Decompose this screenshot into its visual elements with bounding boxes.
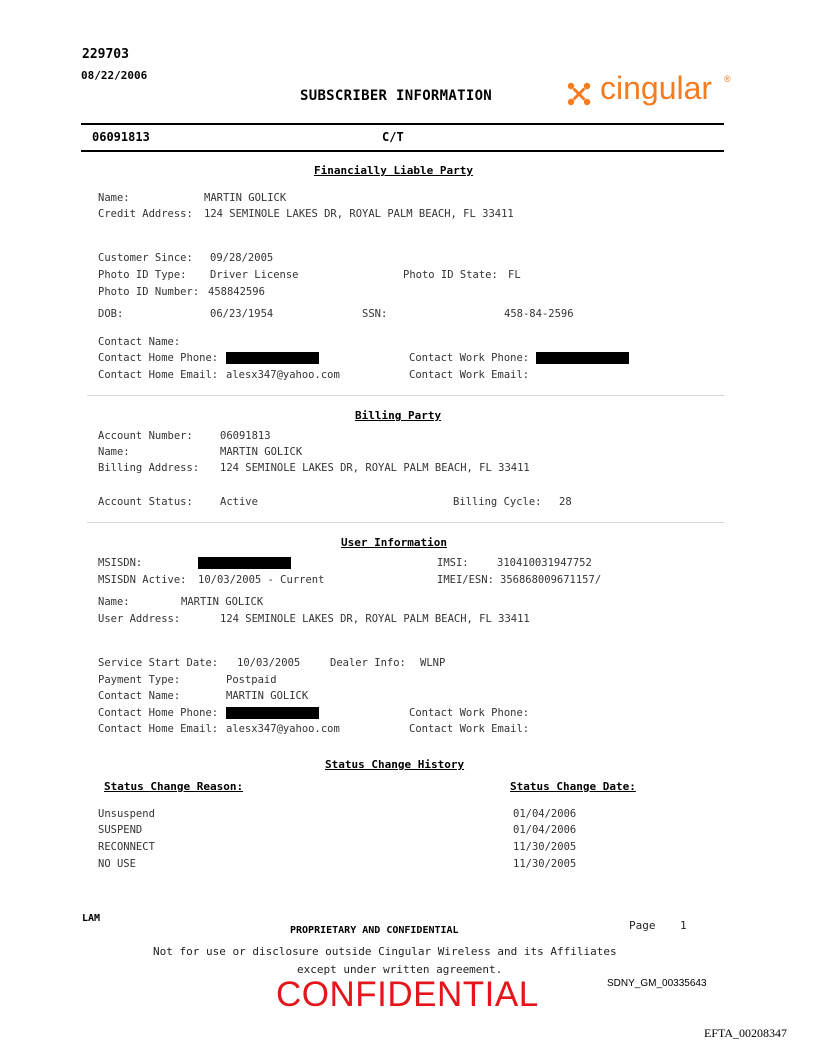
bp-billing-cycle-value: 28 <box>559 496 572 508</box>
proprietary-notice: PROPRIETARY AND CONFIDENTIAL <box>290 925 459 936</box>
ui-payment-type-label: Payment Type: <box>98 674 181 686</box>
ui-name-value: MARTIN GOLICK <box>181 596 264 608</box>
disclaimer-line-2: except under written agreement. <box>297 963 503 976</box>
redaction-box <box>198 557 291 569</box>
ui-payment-type-value: Postpaid <box>226 674 277 686</box>
page-number: 1 <box>680 919 687 932</box>
fl-name-value: MARTIN GOLICK <box>204 192 287 204</box>
fl-customer-since-label: Customer Since: <box>98 252 193 264</box>
footer-initials: LAM <box>82 913 101 924</box>
bp-billing-address-value: 124 SEMINOLE LAKES DR, ROYAL PALM BEACH, FL 33411 <box>220 462 530 474</box>
ui-contact-home-email-label: Contact Home Email: <box>98 723 219 735</box>
account-id-bar: 06091813 <box>92 130 150 144</box>
fl-photo-id-number-label: Photo ID Number: <box>98 286 200 298</box>
fl-contact-home-email-value: alesx347@yahoo.com <box>226 369 340 381</box>
page-label: Page <box>629 919 656 932</box>
fl-ssn-value: 458-84-2596 <box>504 308 574 320</box>
section-title-status-change-history: Status Change History <box>325 758 465 771</box>
fl-photo-id-type-label: Photo ID Type: <box>98 269 187 281</box>
bates-number: SDNY_GM_00335643 <box>607 978 707 989</box>
ui-dealer-info-value: WLNP <box>420 657 446 669</box>
record-id: 229703 <box>82 47 129 62</box>
ui-dealer-info-label: Dealer Info: <box>330 657 406 669</box>
redaction-box <box>536 352 629 364</box>
status-date-cell: 01/04/2006 <box>513 824 577 836</box>
top-rule <box>81 123 724 125</box>
status-reason-cell: RECONNECT <box>98 841 155 853</box>
bp-name-label: Name: <box>98 446 130 458</box>
confidential-stamp: CONFIDENTIAL <box>276 975 539 1014</box>
ui-user-address-value: 124 SEMINOLE LAKES DR, ROYAL PALM BEACH, FL 33411 <box>220 613 530 625</box>
cingular-logo <box>566 70 736 114</box>
fl-photo-id-state-value: FL <box>508 269 521 281</box>
section-title-user-information: User Information <box>341 536 447 549</box>
bp-account-status-label: Account Status: <box>98 496 193 508</box>
ui-contact-work-phone-label: Contact Work Phone: <box>409 707 530 719</box>
status-reason-header: Status Change Reason: <box>104 780 244 793</box>
ui-contact-work-email-label: Contact Work Email: <box>409 723 530 735</box>
bp-billing-address-label: Billing Address: <box>98 462 200 474</box>
fl-photo-id-state-label: Photo ID State: <box>403 269 498 281</box>
disclaimer-line-1: Not for use or disclosure outside Cingular Wireless and its Affiliates <box>153 945 617 958</box>
ct-label: C/T <box>382 130 404 144</box>
cingular-x-icon <box>566 81 592 107</box>
ui-contact-home-email-value: alesx347@yahoo.com <box>226 723 340 735</box>
ui-imei-label: IMEI/ESN: <box>437 574 494 586</box>
fl-dob-value: 06/23/1954 <box>210 308 274 320</box>
ui-msisdn-active-value: 10/03/2005 - Current <box>198 574 325 586</box>
status-date-cell: 11/30/2005 <box>513 841 577 853</box>
fl-contact-home-email-label: Contact Home Email: <box>98 369 219 381</box>
status-date-cell: 11/30/2005 <box>513 858 577 870</box>
fl-name-label: Name: <box>98 192 130 204</box>
ui-contact-name-value: MARTIN GOLICK <box>226 690 309 702</box>
document-title: SUBSCRIBER INFORMATION <box>300 88 493 104</box>
status-date-cell: 01/04/2006 <box>513 808 577 820</box>
section-divider <box>87 395 724 396</box>
ui-imei-value: 356868009671157/ <box>500 574 602 586</box>
fl-contact-work-email-label: Contact Work Email: <box>409 369 530 381</box>
report-date: 08/22/2006 <box>81 69 148 82</box>
bp-name-value: MARTIN GOLICK <box>220 446 303 458</box>
bottom-rule <box>81 150 724 152</box>
ui-service-start-value: 10/03/2005 <box>237 657 301 669</box>
fl-ssn-label: SSN: <box>362 308 388 320</box>
fl-contact-name-label: Contact Name: <box>98 336 181 348</box>
ui-contact-home-phone-label: Contact Home Phone: <box>98 707 219 719</box>
section-divider <box>87 522 724 523</box>
ui-imsi-label: IMSI: <box>437 557 469 569</box>
ui-name-label: Name: <box>98 596 130 608</box>
bp-account-status-value: Active <box>220 496 258 508</box>
fl-contact-home-phone-label: Contact Home Phone: <box>98 352 219 364</box>
fl-contact-work-phone-label: Contact Work Phone: <box>409 352 530 364</box>
section-title-financially-liable: Financially Liable Party <box>314 164 473 177</box>
fl-photo-id-type-value: Driver License <box>210 269 299 281</box>
redaction-box <box>226 352 319 364</box>
bp-account-number-value: 06091813 <box>220 430 271 442</box>
ui-contact-name-label: Contact Name: <box>98 690 181 702</box>
fl-dob-label: DOB: <box>98 308 124 320</box>
registered-mark: ® <box>724 74 731 84</box>
status-reason-cell: Unsuspend <box>98 808 155 820</box>
status-date-header: Status Change Date: <box>510 780 636 793</box>
fl-credit-address-value: 124 SEMINOLE LAKES DR, ROYAL PALM BEACH, FL 33411 <box>204 208 514 220</box>
efta-number: EFTA_00208347 <box>704 1026 788 1040</box>
cingular-wordmark: cingular <box>600 70 713 106</box>
status-reason-cell: NO USE <box>98 858 136 870</box>
bp-account-number-label: Account Number: <box>98 430 193 442</box>
section-title-billing-party: Billing Party <box>355 409 442 422</box>
ui-user-address-label: User Address: <box>98 613 181 625</box>
ui-imsi-value: 310410031947752 <box>497 557 592 569</box>
ui-service-start-label: Service Start Date: <box>98 657 219 669</box>
ui-msisdn-active-label: MSISDN Active: <box>98 574 187 586</box>
redaction-box <box>226 707 319 719</box>
status-reason-cell: SUSPEND <box>98 824 143 836</box>
ui-msisdn-label: MSISDN: <box>98 557 143 569</box>
fl-customer-since-value: 09/28/2005 <box>210 252 274 264</box>
fl-credit-address-label: Credit Address: <box>98 208 193 220</box>
bp-billing-cycle-label: Billing Cycle: <box>453 496 542 508</box>
fl-photo-id-number-value: 458842596 <box>208 286 265 298</box>
